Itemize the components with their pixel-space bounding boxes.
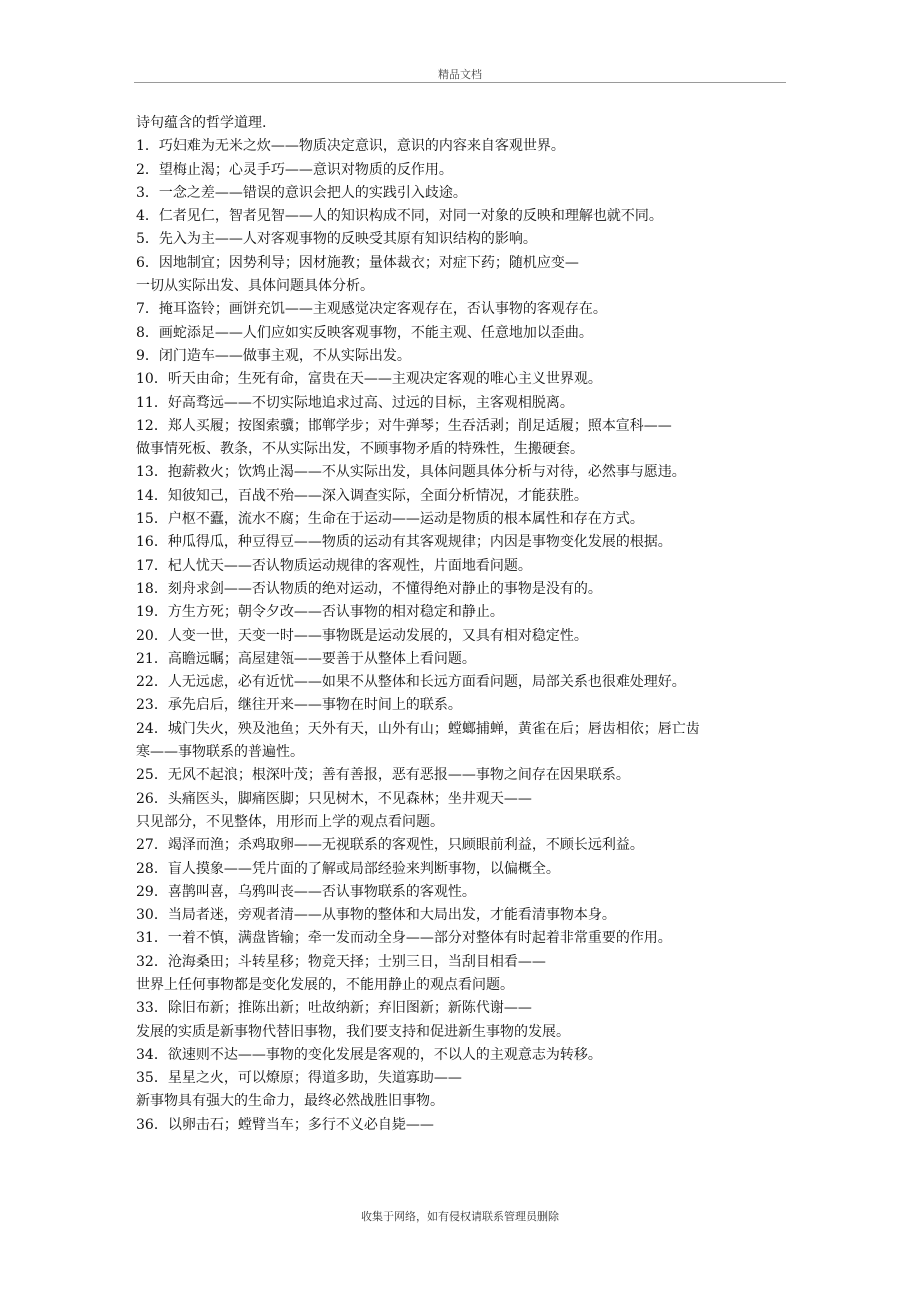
text-line: 35．星星之火，可以燎原；得道多助，失道寡助—— — [136, 1070, 462, 1087]
text-line: 33．除旧布新；推陈出新；吐故纳新；弃旧图新；新陈代谢—— — [136, 1000, 532, 1017]
text-line: 新事物具有强大的生命力，最终必然战胜旧事物。 — [136, 1093, 444, 1110]
text-line: 13．抱薪救火；饮鸩止渴——不从实际出发，具体问题具体分析与对待，必然事与愿违。 — [136, 464, 686, 481]
text-line: 5．先入为主——人对客观事物的反映受其原有知识结构的影响。 — [136, 231, 537, 248]
text-line: 8．画蛇添足——人们应如实反映客观事物，不能主观、任意地加以歪曲。 — [136, 324, 593, 341]
text-line: 23．承先启后，继往开来——事物在时间上的联系。 — [136, 697, 462, 714]
text-line: 17．杞人忧天——否认物质运动规律的客观性，片面地看问题。 — [136, 557, 532, 574]
text-line: 寒——事物联系的普遍性。 — [136, 744, 304, 761]
text-line: 15．户枢不蠹，流水不腐；生命在于运动——运动是物质的根本属性和存在方式。 — [136, 511, 644, 528]
text-line: 9．闭门造车——做事主观，不从实际出发。 — [136, 347, 411, 364]
text-line: 世界上任何事物都是变化发展的，不能用静止的观点看问题。 — [136, 976, 514, 993]
text-line: 发展的实质是新事物代替旧事物，我们要支持和促进新生事物的发展。 — [136, 1023, 570, 1040]
text-line: 6．因地制宜；因势利导；因材施教；量体裁衣；对症下药；随机应变— — [136, 254, 579, 271]
text-line: 24．城门失火，殃及池鱼；天外有天，山外有山；螳螂捕蝉，黄雀在后；唇齿相依；唇亡齿 — [136, 720, 700, 737]
document-body — [136, 112, 796, 1137]
page-header: 精品文档 — [438, 68, 482, 81]
text-line: 21．高瞻远瞩；高屋建瓴——要善于从整体上看问题。 — [136, 650, 476, 667]
text-line: 20．人变一世，天变一时——事物既是运动发展的，又具有相对稳定性。 — [136, 627, 588, 644]
text-line: 32．沧海桑田；斗转星移；物竞天择；士别三日，当刮目相看—— — [136, 953, 546, 970]
header-divider — [134, 82, 786, 83]
text-line: 29．喜鹊叫喜，乌鸦叫丧——否认事物联系的客观性。 — [136, 883, 476, 900]
text-line: 只见部分，不见整体，用形而上学的观点看问题。 — [136, 813, 444, 830]
text-line: 10．听天由命；生死有命，富贵在天——主观决定客观的唯心主义世界观。 — [136, 371, 602, 388]
text-line: 3．一念之差——错误的意识会把人的实践引入歧途。 — [136, 184, 467, 201]
text-line: 16．种瓜得瓜，种豆得豆——物质的运动有其客观规律；内因是事物变化发展的根据。 — [136, 534, 672, 551]
text-line: 12．郑人买履；按图索骥；邯郸学步；对牛弹琴；生吞活剥；削足适履；照本宣科—— — [136, 417, 672, 434]
page-footer: 收集于网络，如有侵权请联系管理员删除 — [361, 1210, 559, 1223]
text-line: 30．当局者迷，旁观者清——从事物的整体和大局出发，才能看清事物本身。 — [136, 907, 616, 924]
text-line: 做事情死板、教条，不从实际出发，不顾事物矛盾的特殊性，生搬硬套。 — [136, 441, 584, 458]
text-line: 14．知彼知己，百战不殆——深入调查实际，全面分析情况，才能获胜。 — [136, 487, 588, 504]
text-line: 25．无风不起浪；根深叶茂；善有善报，恶有恶报——事物之间存在因果联系。 — [136, 767, 630, 784]
text-line: 36．以卵击石；螳臂当车；多行不义必自毙—— — [136, 1116, 434, 1133]
text-line: 1．巧妇难为无米之炊——物质决定意识，意识的内容来自客观世界。 — [136, 138, 565, 155]
text-line: 2．望梅止渴；心灵手巧——意识对物质的反作用。 — [136, 161, 453, 178]
text-line: 27．竭泽而渔；杀鸡取卵——无视联系的客观性，只顾眼前利益，不顾长远利益。 — [136, 837, 644, 854]
text-line: 34．欲速则不达——事物的变化发展是客观的，不以人的主观意志为转移。 — [136, 1046, 602, 1063]
text-line: 4．仁者见仁，智者见智——人的知识构成不同，对同一对象的反映和理解也就不同。 — [136, 208, 663, 225]
text-line: 18．刻舟求剑——否认物质的绝对运动，不懂得绝对静止的事物是没有的。 — [136, 580, 602, 597]
text-line: 28．盲人摸象——凭片面的了解或局部经验来判断事物，以偏概全。 — [136, 860, 560, 877]
text-line: 一切从实际出发、具体问题具体分析。 — [136, 278, 374, 295]
text-line: 31．一着不慎，满盘皆输；牵一发而动全身——部分对整体有时起着非常重要的作用。 — [136, 930, 672, 947]
text-line: 11．好高骛远——不切实际地追求过高、过远的目标，主客观相脱离。 — [136, 394, 574, 411]
text-line: 22．人无远虑，必有近忧——如果不从整体和长远方面看问题，局部关系也很难处理好。 — [136, 674, 686, 691]
text-line: 26．头痛医头，脚痛医脚；只见树木，不见森林；坐井观天—— — [136, 790, 532, 807]
document-title: 诗句蕴含的哲学道理. — [136, 115, 267, 131]
text-line: 19．方生方死；朝令夕改——否认事物的相对稳定和静止。 — [136, 604, 504, 621]
text-line: 7．掩耳盗铃；画饼充饥——主观感觉决定客观存在，否认事物的客观存在。 — [136, 301, 607, 318]
